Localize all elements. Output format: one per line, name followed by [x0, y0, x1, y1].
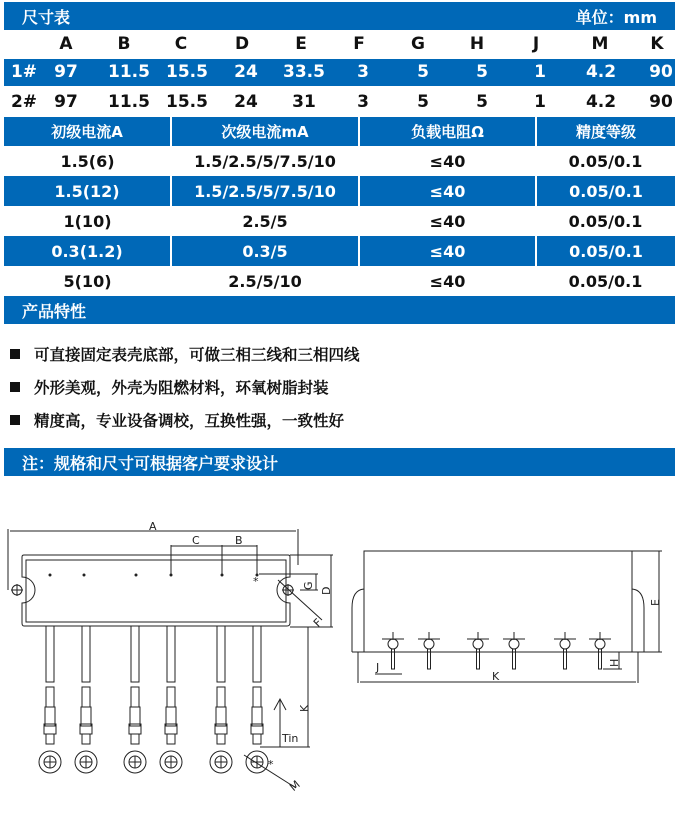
dim-value: 5 [417, 62, 429, 82]
header-primary-current: 初级电流A [4, 117, 171, 146]
svg-text:M: M [287, 777, 303, 794]
dimension-table-header [4, 2, 675, 30]
cell: 0.05/0.1 [568, 211, 643, 231]
feature-item [10, 409, 344, 431]
dim-col-a: A [59, 34, 73, 54]
dim-value: 97 [54, 92, 78, 112]
cell: 2.5/5/10 [228, 271, 302, 291]
cell: ≤40 [359, 176, 536, 206]
dim-value: 5 [476, 62, 488, 82]
cell: 0.05/0.1 [536, 236, 675, 266]
spec-row [4, 206, 675, 236]
svg-text:*: * [268, 758, 274, 771]
dimension-table-title: 尺寸表 [22, 8, 71, 27]
dim-value: 24 [234, 92, 258, 112]
svg-text:B: B [235, 534, 243, 547]
feature-text: 精度高，专业设备调校，互换性强，一致性好 [34, 412, 345, 430]
dim-value: 31 [292, 92, 316, 112]
dimension-row-1 [4, 59, 675, 86]
svg-text:C: C [192, 534, 200, 547]
dim-value: 1 [534, 92, 546, 112]
note-bar [4, 448, 675, 476]
cell: 1.5(12) [4, 176, 171, 206]
spec-row [4, 266, 675, 296]
dim-col-b: B [117, 34, 131, 54]
cell: 0.3(1.2) [4, 236, 171, 266]
row-label: 1# [10, 62, 38, 82]
cell: 0.05/0.1 [536, 176, 675, 206]
cell: 1.5(6) [60, 151, 115, 171]
svg-text:F: F [310, 616, 325, 630]
bullet-square-icon [10, 382, 20, 392]
dim-value: 11.5 [108, 92, 150, 112]
spec-row [4, 236, 675, 266]
dim-value: 11.5 [108, 62, 150, 82]
dim-value: 90 [649, 92, 673, 112]
dim-value: 15.5 [166, 92, 208, 112]
dim-value: 1 [534, 62, 546, 82]
bullet-square-icon [10, 415, 20, 425]
technical-drawing [0, 500, 679, 818]
dim-value: 24 [234, 62, 258, 82]
dim-value: 90 [649, 62, 673, 82]
cell: ≤40 [359, 236, 536, 266]
spec-header-row [4, 117, 675, 146]
dim-col-d: D [234, 34, 250, 54]
cell: 5(10) [63, 271, 112, 291]
svg-text:J: J [376, 661, 380, 674]
dim-value: 97 [54, 62, 78, 82]
dim-value: 5 [417, 92, 429, 112]
dim-col-h: H [469, 34, 485, 54]
dimension-row-2 [4, 89, 675, 116]
svg-text:H: H [608, 658, 621, 667]
cell: ≤40 [429, 151, 466, 171]
dim-col-c: C [174, 34, 188, 54]
cell: 0.05/0.1 [568, 151, 643, 171]
top-view [8, 520, 333, 794]
header-accuracy-class: 精度等级 [536, 117, 675, 146]
svg-text:D: D [320, 586, 333, 595]
dim-value: 33.5 [283, 62, 325, 82]
cell: 0.3/5 [171, 236, 359, 266]
spec-row [4, 176, 675, 206]
features-title: 产品特性 [22, 302, 87, 321]
svg-text:K: K [298, 704, 311, 712]
svg-text:Tin: Tin [282, 732, 299, 745]
dim-value: 3 [357, 62, 369, 82]
spec-row [4, 146, 675, 176]
svg-text:K: K [492, 670, 500, 683]
dim-col-k: K [650, 34, 664, 54]
feature-text: 可直接固定表壳底部，可做三相三线和三相四线 [34, 346, 360, 364]
dim-col-e: E [295, 34, 307, 54]
side-terminals [382, 632, 611, 669]
feature-item [10, 376, 329, 398]
dim-col-g: G [411, 34, 425, 54]
svg-text:A: A [149, 520, 157, 533]
unit-label: 单位：mm [575, 8, 657, 27]
feature-text: 外形美观，外壳为阻燃材料，环氧树脂封装 [34, 379, 329, 397]
dim-col-j: J [532, 34, 540, 54]
dimension-header-row [4, 31, 675, 58]
spec-table [4, 117, 675, 296]
cell: 1(10) [63, 211, 112, 231]
dim-value: 4.2 [585, 92, 617, 112]
feature-item [10, 343, 360, 365]
bullet-square-icon [10, 349, 20, 359]
cell: 1.5/2.5/5/7.5/10 [171, 176, 359, 206]
svg-text:E: E [649, 599, 662, 606]
row-label: 2# [10, 92, 38, 112]
dim-value: 5 [476, 92, 488, 112]
svg-text:G: G [302, 581, 315, 590]
side-view [352, 551, 662, 683]
cell: ≤40 [429, 211, 466, 231]
header-secondary-current: 次级电流mA [171, 117, 359, 146]
cell: ≤40 [429, 271, 466, 291]
dim-col-f: F [353, 34, 365, 54]
cell: 2.5/5 [242, 211, 288, 231]
dim-value: 3 [357, 92, 369, 112]
dim-col-m: M [591, 34, 609, 54]
dim-value: 15.5 [166, 62, 208, 82]
cell: 0.05/0.1 [568, 271, 643, 291]
terminal-pins [39, 626, 268, 773]
note-text: 注：规格和尺寸可根据客户要求设计 [22, 454, 279, 473]
svg-text:*: * [253, 575, 259, 588]
cell: 1.5/2.5/5/7.5/10 [194, 151, 336, 171]
header-load-resistance: 负载电阻Ω [359, 117, 536, 146]
dim-value: 4.2 [585, 62, 617, 82]
features-header [4, 296, 675, 324]
